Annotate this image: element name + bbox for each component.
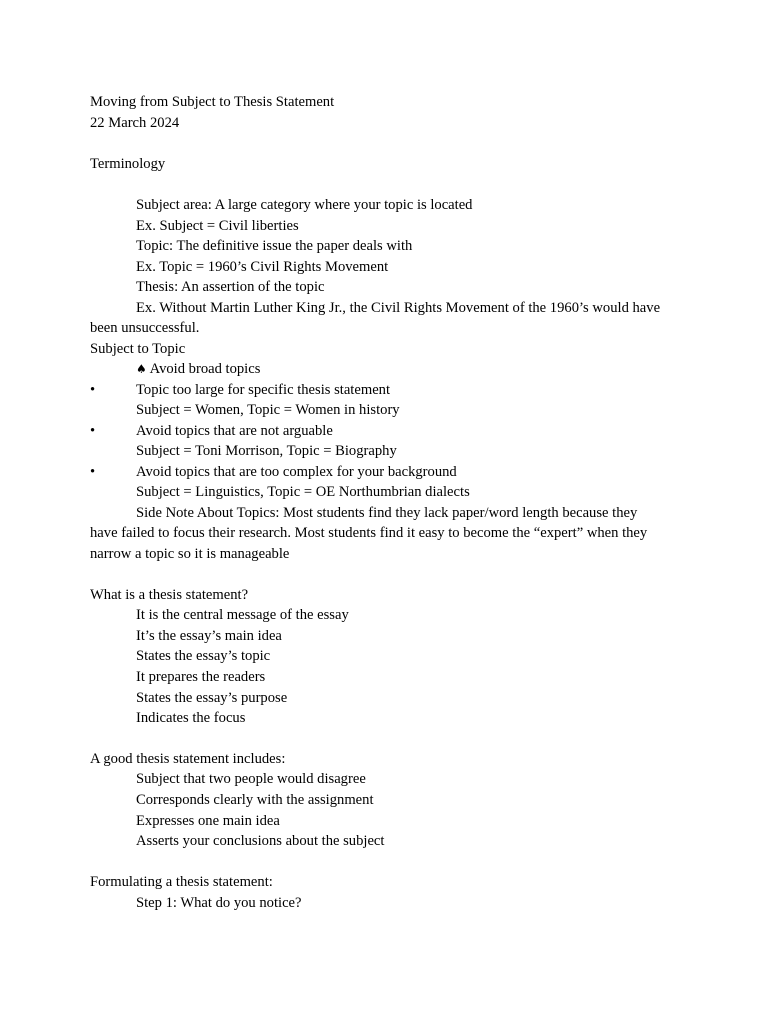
avoid-broad-topics-item: [136, 359, 260, 379]
bullet-icon: •: [90, 423, 96, 439]
thesis-example-line1: Ex. Without Martin Luther King Jr., the Civil Rights Movement of the 1960’s would have: [136, 300, 661, 316]
subject-example: Ex. Subject = Civil liberties: [136, 218, 299, 234]
topic-definition: Topic: The definitive issue the paper deals with: [136, 238, 413, 254]
spade-icon: ♠: [136, 362, 147, 376]
formulating-step1: Step 1: What do you notice?: [136, 895, 302, 911]
thesis-list-item: It prepares the readers: [136, 669, 266, 685]
not-arguable-example: Subject = Toni Morrison, Topic = Biography: [136, 443, 397, 459]
side-note-line2: have failed to focus their research. Most students find it easy to become the “expert” when they: [90, 525, 648, 541]
good-thesis-item: Corresponds clearly with the assignment: [136, 792, 374, 808]
document-date: 22 March 2024: [90, 115, 180, 131]
topic-too-large-example: Subject = Women, Topic = Women in history: [136, 402, 400, 418]
not-arguable-item: Avoid topics that are not arguable: [136, 423, 333, 439]
topic-example: Ex. Topic = 1960’s Civil Rights Movement: [136, 259, 389, 275]
side-note-line1: Side Note About Topics: Most students find they lack paper/word length because they: [136, 505, 638, 521]
thesis-list-item: States the essay’s topic: [136, 648, 271, 664]
bullet-icon: •: [90, 382, 96, 398]
subject-area-definition: Subject area: A large category where your topic is located: [136, 197, 473, 213]
good-thesis-item: Asserts your conclusions about the subject: [136, 833, 385, 849]
too-complex-example: Subject = Linguistics, Topic = OE Northumbrian dialects: [136, 484, 470, 500]
thesis-list-item: Indicates the focus: [136, 710, 246, 726]
good-thesis-heading: A good thesis statement includes:: [90, 751, 286, 767]
thesis-list-item: It is the central message of the essay: [136, 607, 349, 623]
subject-to-topic-heading: Subject to Topic: [90, 341, 186, 357]
good-thesis-item: Expresses one main idea: [136, 813, 280, 829]
topic-too-large-item: Topic too large for specific thesis statement: [136, 382, 391, 398]
formulating-heading: Formulating a thesis statement:: [90, 874, 273, 890]
document-title: Moving from Subject to Thesis Statement: [90, 94, 335, 110]
thesis-definition: Thesis: An assertion of the topic: [136, 279, 325, 295]
terminology-heading: Terminology: [90, 156, 166, 172]
avoid-broad-topics-label: Avoid broad topics: [149, 361, 261, 377]
thesis-list-item: States the essay’s purpose: [136, 690, 288, 706]
too-complex-item: Avoid topics that are too complex for your background: [136, 464, 457, 480]
bullet-icon: •: [90, 464, 96, 480]
thesis-example-line2: been unsuccessful.: [90, 320, 200, 336]
good-thesis-item: Subject that two people would disagree: [136, 771, 366, 787]
side-note-line3: narrow a topic so it is manageable: [90, 546, 290, 562]
thesis-list-item: It’s the essay’s main idea: [136, 628, 282, 644]
what-is-thesis-heading: What is a thesis statement?: [90, 587, 249, 603]
